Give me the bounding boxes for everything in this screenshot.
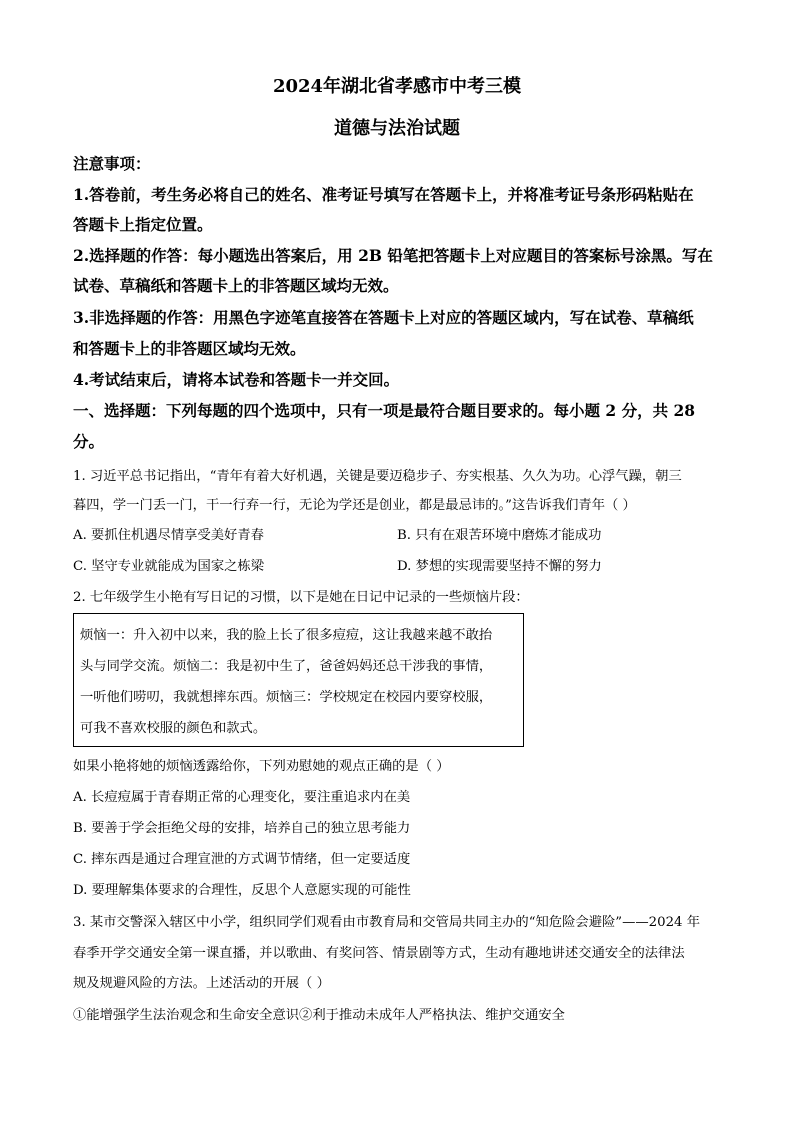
q2-diary-line-3: 一听他们唠叨，我就想摔东西。烦恼三：学校规定在校园内要穿校服，: [80, 690, 493, 705]
q3-stem-line-3: 规及规避风险的方法。上述活动的开展（ ）: [73, 976, 330, 991]
notes-item-2-line-1: 2.选择题的作答：每小题选出答案后，用 2B 铅笔把答题卡上对应题目的答案标号涂黑。写在: [73, 246, 713, 265]
notes-item-4: 4.考试结束后，请将本试卷和答题卡一并交回。: [73, 370, 400, 389]
q2-diary-line-2: 头与同学交流。烦恼二：我是初中生了，爸爸妈妈还总干涉我的事情，: [80, 659, 493, 674]
notes-heading: 注意事项：: [73, 154, 151, 173]
q2-option-b: B. 要善于学会拒绝父母的安排，培养自己的独立思考能力: [73, 821, 411, 836]
q2-diary-line-4: 可我不喜欢校服的颜色和款式。: [80, 721, 267, 736]
notes-item-1-line-2: 答题卡上指定位置。: [73, 215, 213, 234]
section-1-heading-line-2: 分。: [73, 432, 105, 451]
notes-item-3-line-2: 和答题卡上的非答题区域均无效。: [73, 339, 306, 358]
q2-question: 如果小艳将她的烦恼透露给你，下列劝慰她的观点正确的是（ ）: [73, 759, 450, 774]
q1-stem-line-1: 1. 习近平总书记指出，“青年有着大好机遇，关键是要迈稳步子、夯实根基、久久为功。心浮气躁，朝三: [73, 469, 682, 484]
exam-subtitle: 道德与法治试题: [334, 118, 460, 139]
notes-item-2-line-2: 试卷、草稿纸和答题卡上的非答题区域均无效。: [73, 276, 399, 295]
q3-stem-line-1: 3. 某市交警深入辖区中小学，组织同学们观看由市教育局和交管局共同主办的“知危险会避险”——2024 年: [73, 915, 701, 930]
notes-item-3-line-1: 3.非选择题的作答：用黑色字迹笔直接答在答题卡上对应的答题区域内，写在试卷、草稿纸: [73, 308, 694, 327]
q1-option-d: D. 梦想的实现需要坚持不懈的努力: [397, 559, 602, 574]
q2-option-c: C. 摔东西是通过合理宣泄的方式调节情绪，但一定要适度: [73, 852, 411, 867]
q1-stem-line-2: 暮四，学一门丢一门，干一行弃一行，无论为学还是创业，都是最忌讳的。”这告诉我们青年（ ）: [73, 498, 636, 513]
q3-stem-line-2: 春季开学交通安全第一课直播，并以歌曲、有奖问答、情景剧等方式，生动有趣地讲述交通安全的法律法: [73, 946, 685, 961]
section-1-heading-line-1: 一、选择题：下列每题的四个选项中，只有一项是最符合题目要求的。每小题 2 分，共 28: [73, 401, 696, 420]
q1-option-c: C. 坚守专业就能成为国家之栋梁: [73, 559, 265, 574]
exam-title: 2024年湖北省孝感市中考三模: [272, 76, 522, 97]
q1-option-a: A. 要抓住机遇尽情享受美好青春: [73, 528, 264, 543]
q1-option-b: B. 只有在艰苦环境中磨炼才能成功: [397, 528, 602, 543]
q2-stem: 2. 七年级学生小艳有写日记的习惯，以下是她在日记中记录的一些烦恼片段：: [73, 590, 529, 605]
notes-item-1-line-1: 1.答卷前，考生务必将自己的姓名、准考证号填写在答题卡上，并将准考证号条形码粘贴在: [73, 185, 694, 204]
q3-statements-line: ①能增强学生法治观念和生命安全意识②利于推动未成年人严格执法、维护交通安全: [73, 1008, 565, 1023]
q2-option-d: D. 要理解集体要求的合理性，反思个人意愿实现的可能性: [73, 883, 411, 898]
q2-diary-line-1: 烦恼一：升入初中以来，我的脸上长了很多痘痘，这让我越来越不敢抬: [80, 628, 493, 643]
q2-option-a: A. 长痘痘属于青春期正常的心理变化，要注重追求内在美: [73, 790, 411, 805]
